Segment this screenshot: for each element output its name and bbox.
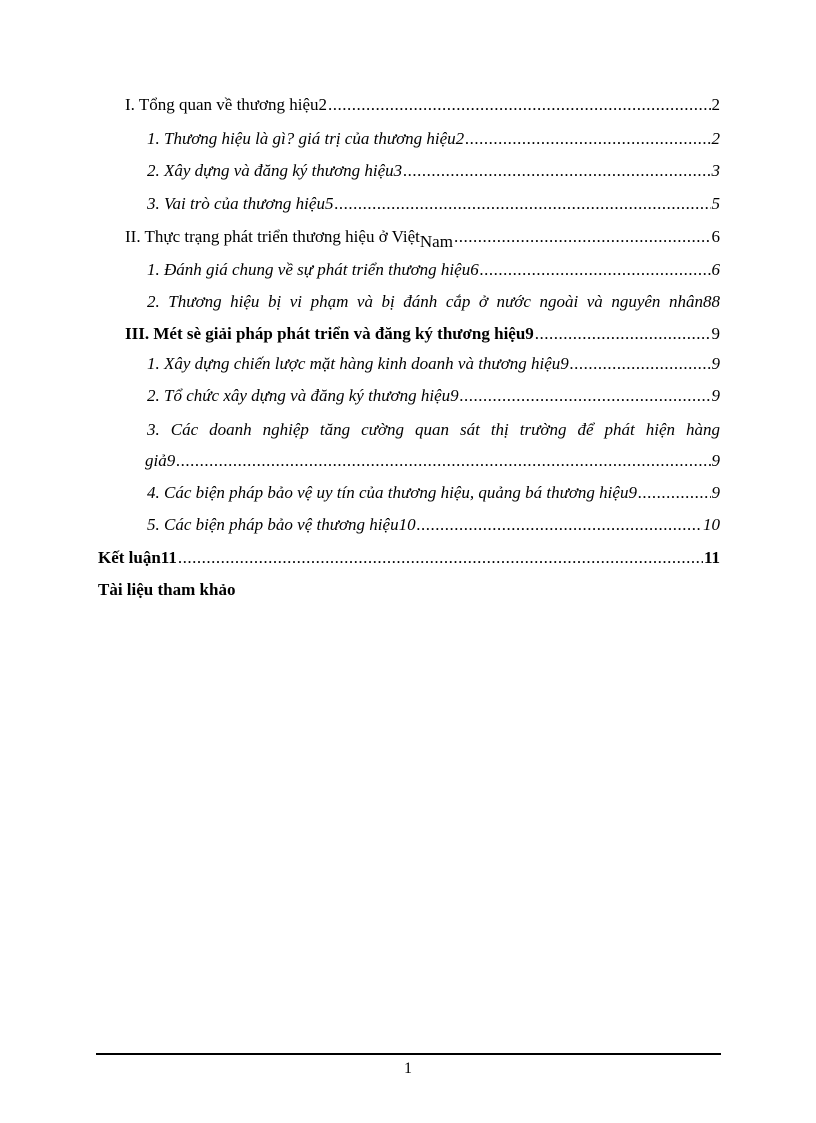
toc-entry-page: 2 (711, 129, 720, 148)
toc-entry-1-2[interactable] (147, 159, 720, 183)
dot-leader (417, 513, 702, 537)
toc-entry-title: 3. Các doanh nghiệp tăng cường quan sát thị trường để phát hiện hàng (147, 420, 720, 439)
toc-entry-page: 9 (711, 483, 720, 502)
toc-entry-title: 1. Đánh giá chung về sự phát triển thương hiệu6 (147, 260, 479, 279)
toc-entry-page: 9 (711, 386, 720, 405)
dot-leader (454, 225, 711, 249)
toc-entry-page: 6 (711, 260, 720, 279)
toc-entry-2-1[interactable] (147, 258, 720, 282)
toc-entry-page: 2 (711, 95, 720, 114)
toc-entry-3-1[interactable] (147, 352, 720, 376)
page-number: 1 (404, 1060, 412, 1077)
dot-leader (334, 192, 710, 216)
toc-entry-page: 10 (703, 515, 720, 534)
toc-entry-page: 9 (711, 354, 720, 373)
toc-entry-page: 6 (711, 227, 720, 246)
toc-entry-3-5[interactable] (147, 513, 720, 537)
toc-entry-title: I. Tổng quan về thương hiệu2 (125, 95, 328, 114)
toc-entry-page: 9 (711, 324, 720, 343)
toc-entry-title-tail: Nam (419, 232, 453, 251)
toc-entry-3-4[interactable] (147, 481, 720, 505)
dot-leader (465, 127, 710, 151)
toc-entry-page: 11 (703, 548, 720, 567)
dot-leader (638, 481, 711, 505)
toc-entry-title: Kết luận11 (98, 548, 177, 567)
toc-entry-title: 2. Thương hiệu bị vi phạm và bị đánh cắp ở nước ngoài và nguyên nhân88 (147, 292, 720, 311)
toc-entry-title: 2. Tổ chức xây dựng và đăng ký thương hiệu9 (147, 386, 459, 405)
dot-leader (178, 546, 703, 570)
toc-entry-title-continuation: giả9 (145, 451, 176, 470)
toc-entry-title: 1. Xây dựng chiến lược mặt hàng kinh doanh và thương hiệu9 (147, 354, 569, 373)
toc-entry-title: III. Mét sè giải pháp phát triển và đăng ký thương hiệu9 (125, 324, 534, 343)
toc-entry-1-3[interactable] (147, 192, 720, 216)
toc-entry-title: 1. Thương hiệu là gì? giá trị của thương hiệu2 (147, 129, 465, 148)
dot-leader (535, 322, 711, 346)
toc-entry-3-2[interactable] (147, 384, 720, 408)
toc-entry-references[interactable] (98, 578, 235, 602)
toc-entry-page: 3 (711, 161, 720, 180)
footer-divider (96, 1053, 721, 1055)
toc-entry-conclusion[interactable] (98, 546, 720, 570)
toc-entry-title: 3. Vai trò của thương hiệu5 (147, 194, 334, 213)
toc-entry-1-1[interactable] (147, 127, 720, 151)
dot-leader (480, 258, 711, 282)
toc-entry-3-3[interactable] (147, 418, 720, 442)
toc-entry-title: 4. Các biện pháp bảo vệ uy tín của thương hiệu, quảng bá thương hiệu9 (147, 483, 637, 502)
toc-entry-section-3[interactable] (125, 322, 720, 346)
toc-entry-title: 5. Các biện pháp bảo vệ thương hiệu10 (147, 515, 416, 534)
toc-entry-section-2[interactable] (125, 225, 720, 249)
toc-entry-3-3-continuation[interactable] (147, 449, 720, 473)
dot-leader (570, 352, 711, 376)
toc-entry-page: 5 (711, 194, 720, 213)
dot-leader (176, 449, 710, 473)
dot-leader (328, 93, 710, 117)
toc-entry-page: 9 (711, 451, 720, 470)
toc-entry-title: 2. Xây dựng và đăng ký thương hiệu3 (147, 161, 403, 180)
toc-entry-section-1[interactable] (125, 93, 720, 117)
dot-leader (460, 384, 711, 408)
toc-entry-2-2[interactable] (147, 290, 720, 314)
toc-entry-title: II. Thực trạng phát triển thương hiệu ở Việt (125, 227, 420, 246)
toc-entry-title: Tài liệu tham khảo (98, 580, 236, 599)
dot-leader (403, 159, 710, 183)
